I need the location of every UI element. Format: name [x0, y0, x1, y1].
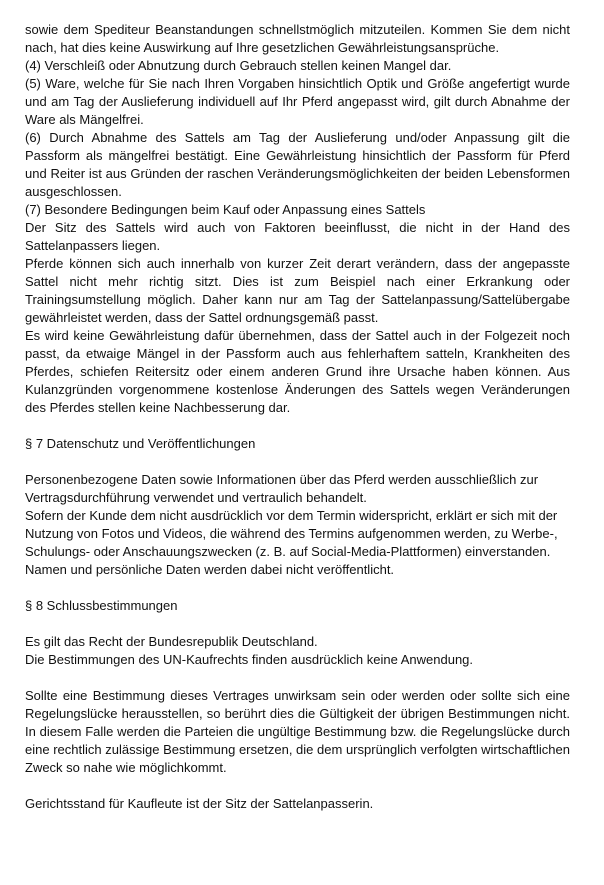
spacer — [25, 417, 570, 435]
document-page — [25, 21, 570, 813]
paragraph-intro: sowie dem Spediteur Beanstandungen schnellstmöglich mitzuteilen. Kommen Sie dem nicht nach, hat dies keine Auswirkung auf Ihre gesetzlichen Gewährleistungsansprüche. — [25, 22, 570, 55]
paragraph-7c: Es wird keine Gewährleistung dafür übernehmen, dass der Sattel auch in der Folgezeit noch passt, da etwaige Mängel in der Passform auch aus fehlerhaftem satteln, Krankheiten des Pferdes, schiefen Reitersitz oder einem anderen Grund ihre Ursache haben können. Aus Kulanzgründen vorgenommene kostenlose Änderungen des Sattels wegen Veränderungen des Pferdes stellen keine Nachbesserung dar. — [25, 328, 570, 415]
section-8-paragraph-1: Es gilt das Recht der Bundesrepublik Deutschland. — [25, 634, 318, 649]
section-7-heading: § 7 Datenschutz und Veröffentlichungen — [25, 436, 256, 451]
section-8-paragraph-3: Sollte eine Bestimmung dieses Vertrages unwirksam sein oder werden oder sollte sich eine Regelungslücke herausstellen, so berührt dies die Gültigkeit der übrigen Bestimmungen nicht. In diesem Falle werden die Parteien die ungültige Bestimmung bzw. die Regelungslücke durch eine rechtlich zulässige Bestimmung ersetzen, die dem ursprünglich verfolgten wirtschaftlichen Zweck so nahe wie möglichkommt. — [25, 688, 570, 775]
section-8-heading: § 8 Schlussbestimmungen — [25, 598, 178, 613]
paragraph-4: (4) Verschleiß oder Abnutzung durch Gebrauch stellen keinen Mangel dar. — [25, 58, 452, 73]
section-7-paragraph-2: Sofern der Kunde dem nicht ausdrücklich vor dem Termin widerspricht, erklärt er sich mit der Nutzung von Fotos und Videos, die während des Termins aufgenommen werden, zu Werbe-, Schulungs- oder Anschauungszwecken (z. B. auf Social-Media-Plattformen) einverstanden. Namen und persönliche Daten werden dabei nicht veröffentlicht. — [25, 508, 558, 577]
paragraph-7a: Der Sitz des Sattels wird auch von Faktoren beeinflusst, die nicht in der Hand des Sattelanpassers liegen. — [25, 220, 570, 253]
spacer — [25, 615, 570, 633]
spacer — [25, 777, 570, 795]
paragraph-7-heading: (7) Besondere Bedingungen beim Kauf oder Anpassung eines Sattels — [25, 202, 426, 217]
section-7-paragraph-1: Personenbezogene Daten sowie Informationen über das Pferd werden ausschließlich zur Vertragsdurchführung verwendet und vertraulich behandelt. — [25, 472, 539, 505]
spacer — [25, 669, 570, 687]
spacer — [25, 579, 570, 597]
section-8-paragraph-4: Gerichtsstand für Kaufleute ist der Sitz der Sattelanpasserin. — [25, 796, 374, 811]
paragraph-5: (5) Ware, welche für Sie nach Ihren Vorgaben hinsichtlich Optik und Größe angefertigt wurde und am Tag der Auslieferung individuell auf Ihr Pferd angepasst wird, gilt durch Abnahme der Ware als Mängelfrei. — [25, 76, 570, 127]
spacer — [25, 453, 570, 471]
section-8-paragraph-2: Die Bestimmungen des UN-Kaufrechts finden ausdrücklich keine Anwendung. — [25, 652, 474, 667]
paragraph-7b: Pferde können sich auch innerhalb von kurzer Zeit derart verändern, dass der angepasste Sattel nicht mehr richtig sitzt. Dies ist zum Beispiel nach einer Erkrankung oder Trainingsumstellung möglich. Daher kann nur am Tag der Sattelanpassung/Sattelübergabe gewährleistet werden, dass der Sattel ordnungsgemäß passt. — [25, 256, 570, 325]
paragraph-6: (6) Durch Abnahme des Sattels am Tag der Auslieferung und/oder Anpassung gilt die Passform als mängelfrei bestätigt. Eine Gewährleistung hinsichtlich der Passform für Pferd und Reiter ist aus Gründen der raschen Veränderungsmöglichkeiten der beiden Lebensformen ausgeschlossen. — [25, 130, 570, 199]
